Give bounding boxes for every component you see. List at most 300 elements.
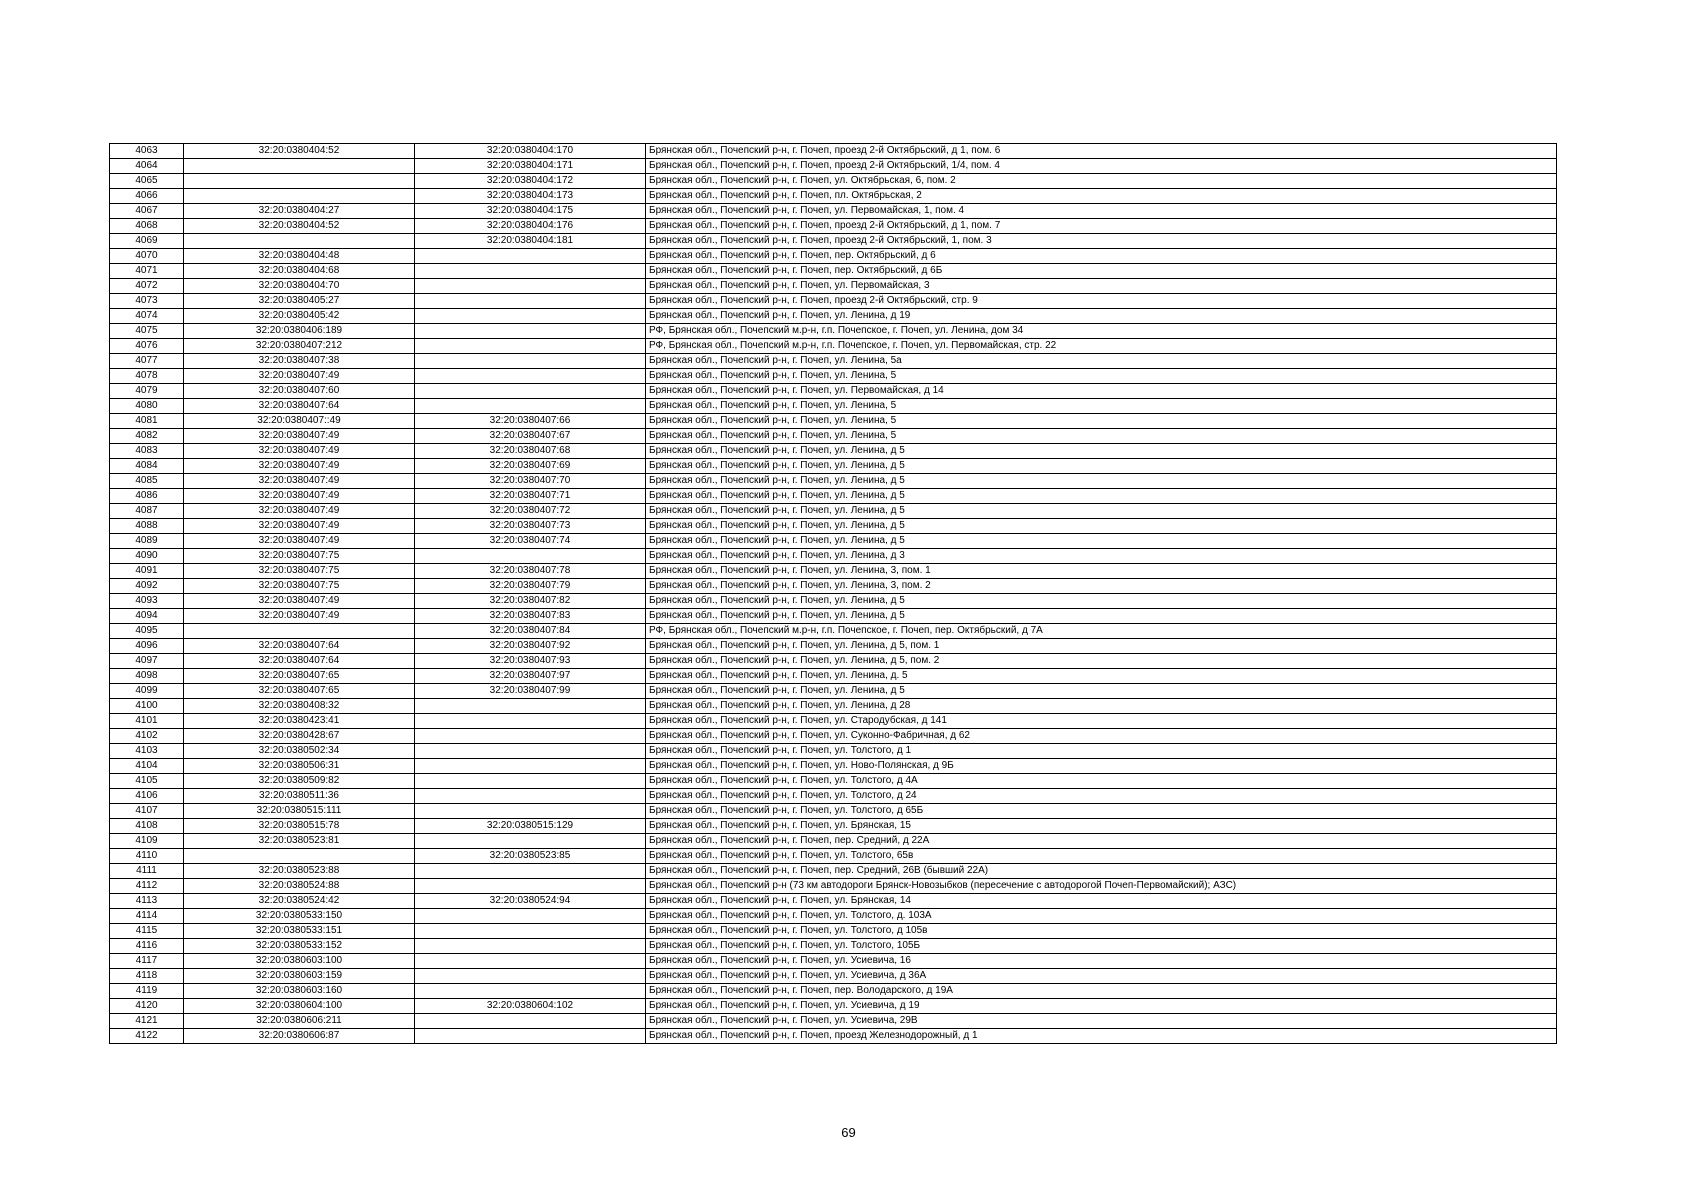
address-cell: Брянская обл., Почепский р-н, г. Почеп, ул. Толстого, д 105в	[646, 924, 1557, 939]
row-number-cell: 4068	[110, 219, 184, 234]
row-number-cell: 4107	[110, 804, 184, 819]
address-cell: Брянская обл., Почепский р-н, г. Почеп, ул. Ново-Полянская, д 9Б	[646, 759, 1557, 774]
address-cell: Брянская обл., Почепский р-н, г. Почеп, проезд 2-й Октябрьский, стр. 9	[646, 294, 1557, 309]
object-cadastral-number-cell: 32:20:0380407:84	[415, 624, 646, 639]
row-number-cell: 4082	[110, 429, 184, 444]
row-number-cell: 4067	[110, 204, 184, 219]
row-number-cell: 4119	[110, 984, 184, 999]
object-cadastral-number-cell	[415, 774, 646, 789]
land-cadastral-number-cell: 32:20:0380405:27	[184, 294, 415, 309]
row-number-cell: 4065	[110, 174, 184, 189]
address-cell: Брянская обл., Почепский р-н, г. Почеп, ул. Ленина, д 5	[646, 594, 1557, 609]
address-cell: Брянская обл., Почепский р-н, г. Почеп, ул. Усиевича, д 19	[646, 999, 1557, 1014]
address-cell: Брянская обл., Почепский р-н, г. Почеп, ул. Ленина, д 5	[646, 474, 1557, 489]
table-row	[110, 189, 1557, 204]
object-cadastral-number-cell	[415, 714, 646, 729]
object-cadastral-number-cell: 32:20:0380407:70	[415, 474, 646, 489]
object-cadastral-number-cell: 32:20:0380407:92	[415, 639, 646, 654]
object-cadastral-number-cell	[415, 264, 646, 279]
object-cadastral-number-cell	[415, 879, 646, 894]
address-cell: Брянская обл., Почепский р-н, г. Почеп, ул. Ленина, д 5	[646, 609, 1557, 624]
row-number-cell: 4069	[110, 234, 184, 249]
row-number-cell: 4079	[110, 384, 184, 399]
table-row	[110, 714, 1557, 729]
row-number-cell: 4104	[110, 759, 184, 774]
address-cell: Брянская обл., Почепский р-н, г. Почеп, пер. Володарского, д 19А	[646, 984, 1557, 999]
row-number-cell: 4101	[110, 714, 184, 729]
table-row	[110, 564, 1557, 579]
address-cell: Брянская обл., Почепский р-н, г. Почеп, ул. Ленина, 5	[646, 414, 1557, 429]
table-row	[110, 639, 1557, 654]
table-row	[110, 234, 1557, 249]
object-cadastral-number-cell	[415, 399, 646, 414]
table-row	[110, 444, 1557, 459]
object-cadastral-number-cell: 32:20:0380407:71	[415, 489, 646, 504]
row-number-cell: 4075	[110, 324, 184, 339]
table-row	[110, 354, 1557, 369]
row-number-cell: 4078	[110, 369, 184, 384]
object-cadastral-number-cell	[415, 834, 646, 849]
address-cell: Брянская обл., Почепский р-н, г. Почеп, ул. Ленина, д 5	[646, 504, 1557, 519]
address-cell: Брянская обл., Почепский р-н, г. Почеп, ул. Ленина, д. 5	[646, 669, 1557, 684]
row-number-cell: 4087	[110, 504, 184, 519]
object-cadastral-number-cell	[415, 804, 646, 819]
object-cadastral-number-cell	[415, 1014, 646, 1029]
row-number-cell: 4097	[110, 654, 184, 669]
land-cadastral-number-cell: 32:20:0380407:75	[184, 579, 415, 594]
land-cadastral-number-cell: 32:20:0380523:88	[184, 864, 415, 879]
address-cell: Брянская обл., Почепский р-н, г. Почеп, ул. Толстого, д 65Б	[646, 804, 1557, 819]
row-number-cell: 4083	[110, 444, 184, 459]
object-cadastral-number-cell: 32:20:0380524:94	[415, 894, 646, 909]
row-number-cell: 4063	[110, 144, 184, 159]
object-cadastral-number-cell: 32:20:0380407:83	[415, 609, 646, 624]
address-cell: Брянская обл., Почепский р-н, г. Почеп, ул. Толстого, д 4А	[646, 774, 1557, 789]
address-cell: Брянская обл., Почепский р-н, г. Почеп, ул. Брянская, 15	[646, 819, 1557, 834]
table-row	[110, 819, 1557, 834]
address-cell: Брянская обл., Почепский р-н, г. Почеп, ул. Толстого, 65в	[646, 849, 1557, 864]
object-cadastral-number-cell: 32:20:0380523:85	[415, 849, 646, 864]
object-cadastral-number-cell: 32:20:0380407:68	[415, 444, 646, 459]
table-row	[110, 774, 1557, 789]
address-cell: Брянская обл., Почепский р-н, г. Почеп, ул. Ленина, д 3	[646, 549, 1557, 564]
object-cadastral-number-cell	[415, 924, 646, 939]
table-row	[110, 1014, 1557, 1029]
address-cell: Брянская обл., Почепский р-н, г. Почеп, ул. Ленина, д 5	[646, 444, 1557, 459]
object-cadastral-number-cell	[415, 369, 646, 384]
address-cell: Брянская обл., Почепский р-н, г. Почеп, ул. Ленина, д 5	[646, 459, 1557, 474]
object-cadastral-number-cell	[415, 279, 646, 294]
object-cadastral-number-cell: 32:20:0380407:97	[415, 669, 646, 684]
address-cell: Брянская обл., Почепский р-н, г. Почеп, ул. Ленина, д 19	[646, 309, 1557, 324]
table-row	[110, 414, 1557, 429]
address-cell: Брянская обл., Почепский р-н, г. Почеп, проезд 2-й Октябрьский, д 1, пом. 6	[646, 144, 1557, 159]
table-row	[110, 384, 1557, 399]
address-cell: Брянская обл., Почепский р-н, г. Почеп, ул. Ленина, д 5	[646, 534, 1557, 549]
table-row	[110, 909, 1557, 924]
table-row	[110, 294, 1557, 309]
address-cell: Брянская обл., Почепский р-н, г. Почеп, ул. Толстого, д 1	[646, 744, 1557, 759]
land-cadastral-number-cell: 32:20:0380515:78	[184, 819, 415, 834]
row-number-cell: 4066	[110, 189, 184, 204]
address-cell: Брянская обл., Почепский р-н, г. Почеп, ул. Толстого, д. 103А	[646, 909, 1557, 924]
row-number-cell: 4091	[110, 564, 184, 579]
object-cadastral-number-cell	[415, 789, 646, 804]
table-row	[110, 519, 1557, 534]
address-cell: РФ, Брянская обл., Почепский м.р-н, г.п. Почепское, г. Почеп, пер. Октябрьский, д 7А	[646, 624, 1557, 639]
land-cadastral-number-cell: 32:20:0380404:68	[184, 264, 415, 279]
address-cell: Брянская обл., Почепский р-н, г. Почеп, ул. Ленина, д 5, пом. 2	[646, 654, 1557, 669]
object-cadastral-number-cell: 32:20:0380407:67	[415, 429, 646, 444]
table-row	[110, 729, 1557, 744]
table-row	[110, 969, 1557, 984]
table-row	[110, 264, 1557, 279]
row-number-cell: 4077	[110, 354, 184, 369]
row-number-cell: 4088	[110, 519, 184, 534]
object-cadastral-number-cell	[415, 939, 646, 954]
land-cadastral-number-cell: 32:20:0380407:49	[184, 594, 415, 609]
land-cadastral-number-cell: 32:20:0380407:60	[184, 384, 415, 399]
land-cadastral-number-cell: 32:20:0380515:111	[184, 804, 415, 819]
row-number-cell: 4081	[110, 414, 184, 429]
object-cadastral-number-cell	[415, 744, 646, 759]
row-number-cell: 4102	[110, 729, 184, 744]
object-cadastral-number-cell	[415, 1029, 646, 1044]
table-row	[110, 144, 1557, 159]
row-number-cell: 4110	[110, 849, 184, 864]
address-cell: Брянская обл., Почепский р-н, г. Почеп, ул. Ленина, д 5	[646, 684, 1557, 699]
table-row	[110, 549, 1557, 564]
address-cell: Брянская обл., Почепский р-н, г. Почеп, ул. Ленина, д 28	[646, 699, 1557, 714]
object-cadastral-number-cell	[415, 909, 646, 924]
table-row	[110, 804, 1557, 819]
land-cadastral-number-cell: 32:20:0380428:67	[184, 729, 415, 744]
land-cadastral-number-cell: 32:20:0380603:100	[184, 954, 415, 969]
object-cadastral-number-cell: 32:20:0380407:79	[415, 579, 646, 594]
table-row	[110, 1029, 1557, 1044]
land-cadastral-number-cell: 32:20:0380511:36	[184, 789, 415, 804]
row-number-cell: 4118	[110, 969, 184, 984]
table-row	[110, 759, 1557, 774]
address-cell: РФ, Брянская обл., Почепский м.р-н, г.п. Почепское, г. Почеп, ул. Первомайская, стр. 22	[646, 339, 1557, 354]
address-cell: Брянская обл., Почепский р-н, г. Почеп, ул. Толстого, 105Б	[646, 939, 1557, 954]
table-row	[110, 534, 1557, 549]
object-cadastral-number-cell: 32:20:0380404:172	[415, 174, 646, 189]
row-number-cell: 4117	[110, 954, 184, 969]
object-cadastral-number-cell: 32:20:0380407:66	[415, 414, 646, 429]
registry-table	[109, 143, 1557, 1044]
table-row	[110, 159, 1557, 174]
row-number-cell: 4074	[110, 309, 184, 324]
object-cadastral-number-cell: 32:20:0380404:175	[415, 204, 646, 219]
table-row	[110, 954, 1557, 969]
land-cadastral-number-cell: 32:20:0380407:64	[184, 654, 415, 669]
land-cadastral-number-cell: 32:20:0380533:150	[184, 909, 415, 924]
address-cell: Брянская обл., Почепский р-н, г. Почеп, пер. Средний, 26В (бывший 22А)	[646, 864, 1557, 879]
row-number-cell: 4106	[110, 789, 184, 804]
row-number-cell: 4071	[110, 264, 184, 279]
object-cadastral-number-cell: 32:20:0380407:82	[415, 594, 646, 609]
land-cadastral-number-cell: 32:20:0380524:88	[184, 879, 415, 894]
table-row	[110, 174, 1557, 189]
object-cadastral-number-cell: 32:20:0380404:171	[415, 159, 646, 174]
row-number-cell: 4085	[110, 474, 184, 489]
object-cadastral-number-cell	[415, 294, 646, 309]
table-row	[110, 489, 1557, 504]
registry-body	[110, 144, 1557, 1044]
land-cadastral-number-cell: 32:20:0380407:64	[184, 639, 415, 654]
land-cadastral-number-cell: 32:20:0380407:65	[184, 669, 415, 684]
address-cell: Брянская обл., Почепский р-н, г. Почеп, ул. Первомайская, 1, пом. 4	[646, 204, 1557, 219]
land-cadastral-number-cell: 32:20:0380603:160	[184, 984, 415, 999]
object-cadastral-number-cell: 32:20:0380604:102	[415, 999, 646, 1014]
object-cadastral-number-cell: 32:20:0380404:176	[415, 219, 646, 234]
land-cadastral-number-cell: 32:20:0380533:152	[184, 939, 415, 954]
address-cell: Брянская обл., Почепский р-н, г. Почеп, ул. Ленина, д 5	[646, 519, 1557, 534]
table-row	[110, 309, 1557, 324]
table-row	[110, 579, 1557, 594]
page-number: 69	[841, 1125, 856, 1140]
land-cadastral-number-cell: 32:20:0380407:49	[184, 444, 415, 459]
land-cadastral-number-cell: 32:20:0380606:211	[184, 1014, 415, 1029]
table-row	[110, 744, 1557, 759]
address-cell: Брянская обл., Почепский р-н, г. Почеп, ул. Суконно-Фабричная, д 62	[646, 729, 1557, 744]
row-number-cell: 4092	[110, 579, 184, 594]
table-row	[110, 924, 1557, 939]
table-row	[110, 849, 1557, 864]
land-cadastral-number-cell: 32:20:0380509:82	[184, 774, 415, 789]
address-cell: Брянская обл., Почепский р-н, г. Почеп, ул. Октябрьская, 6, пом. 2	[646, 174, 1557, 189]
object-cadastral-number-cell	[415, 384, 646, 399]
row-number-cell: 4109	[110, 834, 184, 849]
land-cadastral-number-cell: 32:20:0380407:49	[184, 489, 415, 504]
land-cadastral-number-cell	[184, 849, 415, 864]
land-cadastral-number-cell: 32:20:0380405:42	[184, 309, 415, 324]
row-number-cell: 4073	[110, 294, 184, 309]
row-number-cell: 4076	[110, 339, 184, 354]
row-number-cell: 4089	[110, 534, 184, 549]
object-cadastral-number-cell: 32:20:0380404:173	[415, 189, 646, 204]
row-number-cell: 4115	[110, 924, 184, 939]
land-cadastral-number-cell: 32:20:0380533:151	[184, 924, 415, 939]
row-number-cell: 4072	[110, 279, 184, 294]
row-number-cell: 4116	[110, 939, 184, 954]
table-row	[110, 684, 1557, 699]
object-cadastral-number-cell	[415, 249, 646, 264]
address-cell: Брянская обл., Почепский р-н, г. Почеп, ул. Усиевича, 29В	[646, 1014, 1557, 1029]
land-cadastral-number-cell: 32:20:0380606:87	[184, 1029, 415, 1044]
land-cadastral-number-cell: 32:20:0380407:49	[184, 504, 415, 519]
object-cadastral-number-cell	[415, 729, 646, 744]
address-cell: Брянская обл., Почепский р-н, г. Почеп, ул. Ленина, 5	[646, 399, 1557, 414]
table-row	[110, 834, 1557, 849]
land-cadastral-number-cell: 32:20:0380407::49	[184, 414, 415, 429]
land-cadastral-number-cell	[184, 624, 415, 639]
row-number-cell: 4070	[110, 249, 184, 264]
table-row	[110, 864, 1557, 879]
address-cell: Брянская обл., Почепский р-н, г. Почеп, проезд 2-й Октябрьский, 1/4, пом. 4	[646, 159, 1557, 174]
address-cell: Брянская обл., Почепский р-н, г. Почеп, ул. Усиевича, д 36А	[646, 969, 1557, 984]
table-row	[110, 624, 1557, 639]
table-row	[110, 984, 1557, 999]
row-number-cell: 4095	[110, 624, 184, 639]
table-row	[110, 249, 1557, 264]
table-row	[110, 999, 1557, 1014]
row-number-cell: 4093	[110, 594, 184, 609]
object-cadastral-number-cell: 32:20:0380407:74	[415, 534, 646, 549]
address-cell: РФ, Брянская обл., Почепский м.р-н, г.п. Почепское, г. Почеп, ул. Ленина, дом 34	[646, 324, 1557, 339]
row-number-cell: 4122	[110, 1029, 184, 1044]
row-number-cell: 4111	[110, 864, 184, 879]
object-cadastral-number-cell: 32:20:0380407:78	[415, 564, 646, 579]
object-cadastral-number-cell	[415, 549, 646, 564]
address-cell: Брянская обл., Почепский р-н, г. Почеп, ул. Ленина, 5	[646, 369, 1557, 384]
land-cadastral-number-cell: 32:20:0380404:52	[184, 219, 415, 234]
address-cell: Брянская обл., Почепский р-н, г. Почеп, проезд 2-й Октябрьский, д 1, пом. 7	[646, 219, 1557, 234]
address-cell: Брянская обл., Почепский р-н, г. Почеп, пер. Октябрьский, д 6	[646, 249, 1557, 264]
row-number-cell: 4113	[110, 894, 184, 909]
table-row	[110, 654, 1557, 669]
land-cadastral-number-cell: 32:20:0380524:42	[184, 894, 415, 909]
row-number-cell: 4114	[110, 909, 184, 924]
land-cadastral-number-cell: 32:20:0380408:32	[184, 699, 415, 714]
object-cadastral-number-cell	[415, 354, 646, 369]
land-cadastral-number-cell: 32:20:0380407:49	[184, 534, 415, 549]
table-row	[110, 339, 1557, 354]
address-cell: Брянская обл., Почепский р-н, г. Почеп, ул. Ленина, 5	[646, 429, 1557, 444]
land-cadastral-number-cell: 32:20:0380407:75	[184, 564, 415, 579]
object-cadastral-number-cell: 32:20:0380407:72	[415, 504, 646, 519]
row-number-cell: 4105	[110, 774, 184, 789]
address-cell: Брянская обл., Почепский р-н, г. Почеп, пер. Средний, д 22А	[646, 834, 1557, 849]
land-cadastral-number-cell: 32:20:0380407:65	[184, 684, 415, 699]
land-cadastral-number-cell: 32:20:0380407:64	[184, 399, 415, 414]
land-cadastral-number-cell: 32:20:0380407:75	[184, 549, 415, 564]
row-number-cell: 4086	[110, 489, 184, 504]
land-cadastral-number-cell: 32:20:0380506:31	[184, 759, 415, 774]
table-row	[110, 324, 1557, 339]
address-cell: Брянская обл., Почепский р-н, г. Почеп, ул. Стародубская, д 141	[646, 714, 1557, 729]
address-cell: Брянская обл., Почепский р-н, г. Почеп, ул. Ленина, 3, пом. 1	[646, 564, 1557, 579]
table-row	[110, 669, 1557, 684]
object-cadastral-number-cell	[415, 969, 646, 984]
table-row	[110, 894, 1557, 909]
table-row	[110, 279, 1557, 294]
table-row	[110, 699, 1557, 714]
row-number-cell: 4108	[110, 819, 184, 834]
object-cadastral-number-cell: 32:20:0380407:99	[415, 684, 646, 699]
address-cell: Брянская обл., Почепский р-н, г. Почеп, проезд Железнодорожный, д 1	[646, 1029, 1557, 1044]
address-cell: Брянская обл., Почепский р-н, г. Почеп, ул. Ленина, 3, пом. 2	[646, 579, 1557, 594]
address-cell: Брянская обл., Почепский р-н, г. Почеп, ул. Ленина, д 5, пом. 1	[646, 639, 1557, 654]
row-number-cell: 4064	[110, 159, 184, 174]
row-number-cell: 4099	[110, 684, 184, 699]
row-number-cell: 4094	[110, 609, 184, 624]
object-cadastral-number-cell: 32:20:0380407:69	[415, 459, 646, 474]
address-cell: Брянская обл., Почепский р-н, г. Почеп, ул. Усиевича, 16	[646, 954, 1557, 969]
address-cell: Брянская обл., Почепский р-н, г. Почеп, ул. Толстого, д 24	[646, 789, 1557, 804]
land-cadastral-number-cell	[184, 234, 415, 249]
land-cadastral-number-cell	[184, 159, 415, 174]
address-cell: Брянская обл., Почепский р-н, г. Почеп, ул. Первомайская, д 14	[646, 384, 1557, 399]
land-cadastral-number-cell: 32:20:0380502:34	[184, 744, 415, 759]
object-cadastral-number-cell	[415, 954, 646, 969]
table-row	[110, 504, 1557, 519]
land-cadastral-number-cell: 32:20:0380407:38	[184, 354, 415, 369]
row-number-cell: 4112	[110, 879, 184, 894]
table-row	[110, 204, 1557, 219]
address-cell: Брянская обл., Почепский р-н (73 км автодороги Брянск-Новозыбков (пересечение с автодорогой Почеп-Первомайский); АЗС)	[646, 879, 1557, 894]
address-cell: Брянская обл., Почепский р-н, г. Почеп, пл. Октябрьская, 2	[646, 189, 1557, 204]
table-row	[110, 474, 1557, 489]
land-cadastral-number-cell: 32:20:0380423:41	[184, 714, 415, 729]
land-cadastral-number-cell: 32:20:0380523:81	[184, 834, 415, 849]
table-row	[110, 219, 1557, 234]
land-cadastral-number-cell: 32:20:0380407:49	[184, 609, 415, 624]
table-row	[110, 594, 1557, 609]
land-cadastral-number-cell	[184, 189, 415, 204]
object-cadastral-number-cell: 32:20:0380404:170	[415, 144, 646, 159]
object-cadastral-number-cell	[415, 309, 646, 324]
land-cadastral-number-cell: 32:20:0380404:52	[184, 144, 415, 159]
row-number-cell: 4098	[110, 669, 184, 684]
row-number-cell: 4121	[110, 1014, 184, 1029]
address-cell: Брянская обл., Почепский р-н, г. Почеп, ул. Первомайская, 3	[646, 279, 1557, 294]
row-number-cell: 4103	[110, 744, 184, 759]
table-row	[110, 609, 1557, 624]
land-cadastral-number-cell: 32:20:0380603:159	[184, 969, 415, 984]
table-row	[110, 939, 1557, 954]
address-cell: Брянская обл., Почепский р-н, г. Почеп, проезд 2-й Октябрьский, 1, пом. 3	[646, 234, 1557, 249]
object-cadastral-number-cell: 32:20:0380407:93	[415, 654, 646, 669]
object-cadastral-number-cell	[415, 339, 646, 354]
land-cadastral-number-cell: 32:20:0380406:189	[184, 324, 415, 339]
table-row	[110, 429, 1557, 444]
land-cadastral-number-cell: 32:20:0380407:49	[184, 369, 415, 384]
row-number-cell: 4090	[110, 549, 184, 564]
address-cell: Брянская обл., Почепский р-н, г. Почеп, пер. Октябрьский, д 6Б	[646, 264, 1557, 279]
table-row	[110, 879, 1557, 894]
object-cadastral-number-cell: 32:20:0380407:73	[415, 519, 646, 534]
row-number-cell: 4096	[110, 639, 184, 654]
land-cadastral-number-cell: 32:20:0380407:49	[184, 429, 415, 444]
object-cadastral-number-cell	[415, 984, 646, 999]
land-cadastral-number-cell: 32:20:0380404:48	[184, 249, 415, 264]
land-cadastral-number-cell	[184, 174, 415, 189]
land-cadastral-number-cell: 32:20:0380404:27	[184, 204, 415, 219]
table-row	[110, 459, 1557, 474]
row-number-cell: 4084	[110, 459, 184, 474]
table-row	[110, 789, 1557, 804]
land-cadastral-number-cell: 32:20:0380407:49	[184, 519, 415, 534]
object-cadastral-number-cell: 32:20:0380515:129	[415, 819, 646, 834]
land-cadastral-number-cell: 32:20:0380404:70	[184, 279, 415, 294]
object-cadastral-number-cell	[415, 324, 646, 339]
object-cadastral-number-cell	[415, 759, 646, 774]
object-cadastral-number-cell: 32:20:0380404:181	[415, 234, 646, 249]
object-cadastral-number-cell	[415, 864, 646, 879]
address-cell: Брянская обл., Почепский р-н, г. Почеп, ул. Ленина, д 5	[646, 489, 1557, 504]
land-cadastral-number-cell: 32:20:0380407:49	[184, 459, 415, 474]
land-cadastral-number-cell: 32:20:0380604:100	[184, 999, 415, 1014]
address-cell: Брянская обл., Почепский р-н, г. Почеп, ул. Брянская, 14	[646, 894, 1557, 909]
table-row	[110, 369, 1557, 384]
row-number-cell: 4100	[110, 699, 184, 714]
land-cadastral-number-cell: 32:20:0380407:212	[184, 339, 415, 354]
row-number-cell: 4120	[110, 999, 184, 1014]
land-cadastral-number-cell: 32:20:0380407:49	[184, 474, 415, 489]
object-cadastral-number-cell	[415, 699, 646, 714]
